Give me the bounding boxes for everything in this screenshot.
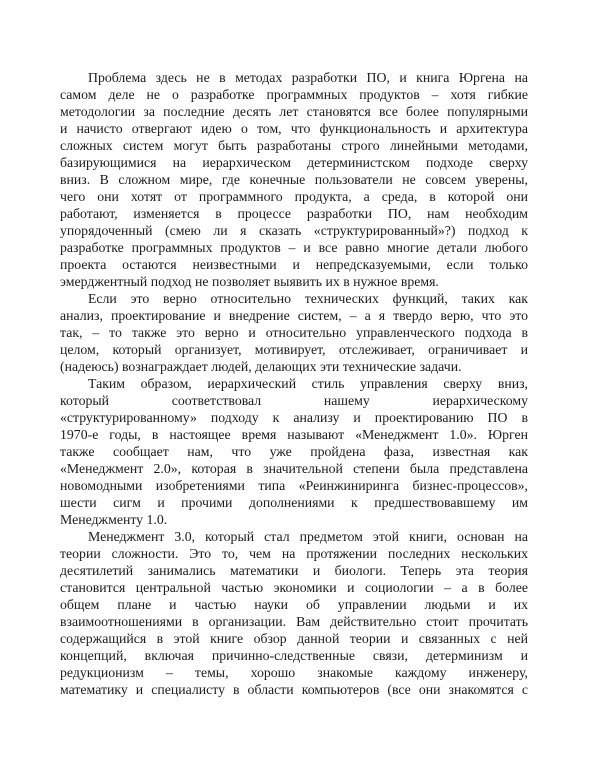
text-line: шести сигм и прочими дополнениями к предшествовавшему им	[60, 495, 528, 510]
paragraph-1	[60, 69, 528, 290]
text-line: редукционизм – темы, хорошо знакомые каждому инженеру,	[60, 665, 528, 680]
text-line: проекта остаются неизвестными и непредсказуемыми, если только	[60, 257, 528, 272]
text-line: и начисто отвергают идею о том, что функциональность и архитектура	[60, 121, 528, 136]
text-line: самом деле не о разработке программных продуктов – хотя гибкие	[60, 87, 528, 102]
text-line: Таким образом, иерархический стиль управления сверху вниз,	[88, 376, 528, 391]
text-line: (надеюсь) вознаграждает людей, делающих эти технические задачи.	[60, 359, 462, 374]
text-line: так, – то также это верно и относительно управленческого подхода в	[60, 325, 528, 340]
text-line: который соответствовал нашему иерархическому	[60, 393, 528, 408]
text-line: концепций, включая причинно-следственные связи, детерминизм и	[60, 648, 528, 663]
text-line: разработке программных продуктов – и все равно многие детали любого	[60, 240, 528, 255]
text-line: также сообщает нам, что уже пройдена фаза, известная как	[60, 444, 528, 459]
paragraph-4	[60, 528, 528, 698]
text-line: Если это верно относительно технических функций, таких как	[88, 291, 528, 306]
paragraph-3	[60, 375, 528, 528]
text-line: Менеджмент 3.0, который стал предметом этой книги, основан на	[88, 529, 528, 544]
text-line: эмерджентный подход не позволяет выявить их в нужное время.	[60, 274, 439, 289]
text-line: содержащийся в этой книге обзор данной теории и связанных с ней	[60, 631, 528, 646]
text-line: теории сложности. Это то, чем на протяжении последних нескольких	[60, 546, 528, 561]
text-line: десятилетий занимались математики и биологи. Теперь эта теория	[60, 563, 528, 578]
text-line: целом, который организует, мотивирует, отслеживает, ограничивает и	[60, 342, 528, 357]
text-line: «Менеджмент 2.0», которая в значительной степени была представлена	[60, 461, 528, 476]
text-line: новомодными изобретениями типа «Реинжиниринга бизнес-процессов»,	[60, 478, 528, 493]
text-line: работают, изменяется в процессе разработки ПО, нам необходим	[60, 206, 528, 221]
text-line: методологии за последние десять лет становятся все более популярными	[60, 104, 528, 119]
text-line: общем плане и частью науки об управлении людьми и их	[60, 597, 528, 612]
text-line: вниз. В сложном мире, где конечные пользователи не совсем уверены,	[60, 172, 528, 187]
paragraph-2	[60, 290, 528, 375]
text-line: анализ, проектирование и внедрение систем, – а я твердо верю, что это	[60, 308, 528, 323]
text-line: упорядоченный (смею ли я сказать «структурированный»?) подход к	[60, 223, 528, 238]
text-line: взаимоотношениями в организации. Вам действительно стоит прочитать	[60, 614, 528, 629]
text-line: «структурированному» подходу к анализу и проектированию ПО в	[60, 410, 528, 425]
text-line: Менеджменту 1.0.	[60, 512, 168, 527]
text-line: сложных систем могут быть разработаны строго линейными методами,	[60, 138, 528, 153]
text-line: Проблема здесь не в методах разработки ПО, и книга Юргена на	[88, 70, 528, 85]
text-line: 1970-е годы, в настоящее время называют «Менеджмент 1.0». Юрген	[60, 427, 528, 442]
text-line: становится центральной частью экономики и социологии – а в более	[60, 580, 528, 595]
page-text-block	[60, 69, 528, 698]
text-line: математику и специалисту в области компьютеров (все они знакомятся с	[60, 682, 528, 697]
text-line: чего они хотят от программного продукта, а среда, в которой они	[60, 189, 528, 204]
text-line: базирующимися на иерархическом детерминистском подходе сверху	[60, 155, 528, 170]
